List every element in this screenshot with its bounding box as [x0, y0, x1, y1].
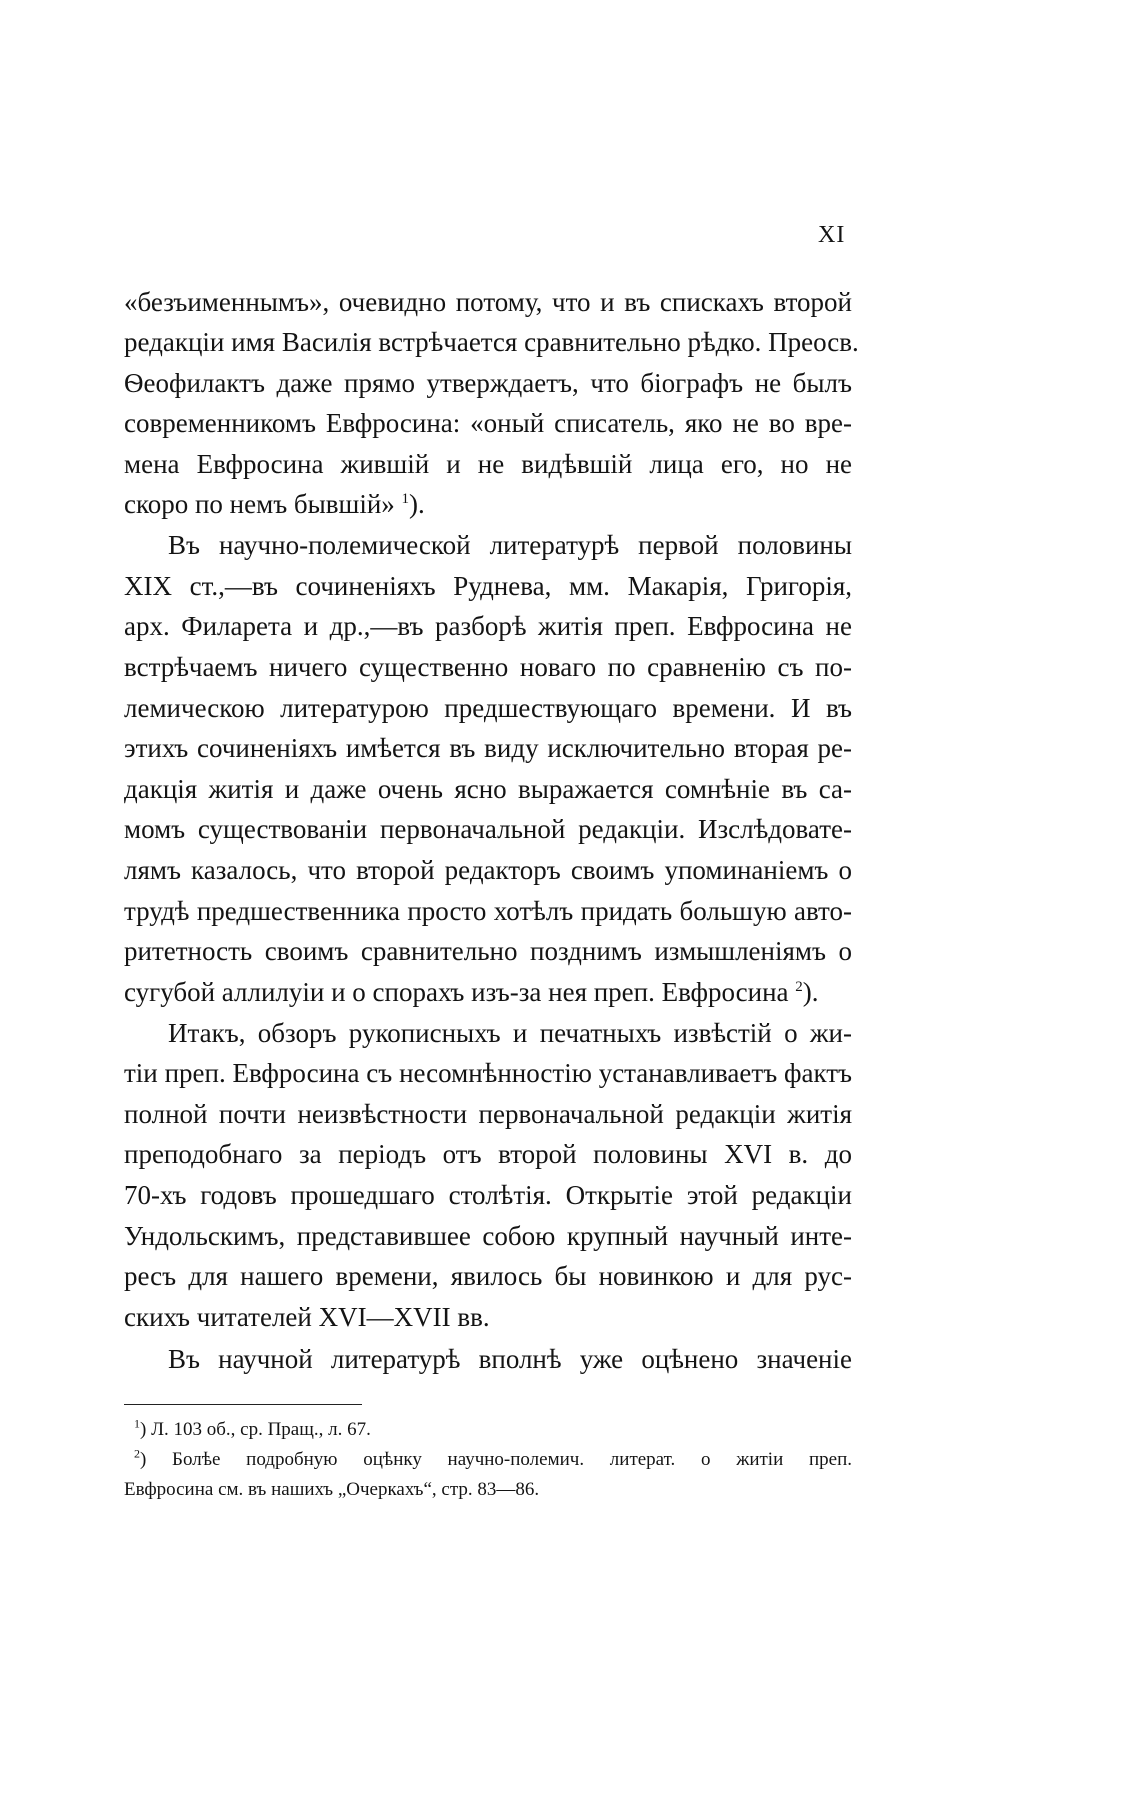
- text-line-24: Ундольскимъ, представившее собою крупный научный инте-: [124, 1221, 852, 1251]
- text-line-8: XIX ст.,—въ сочиненіяхъ Руднева, мм. Макарія, Григорія,: [124, 571, 852, 601]
- text-line-21: полной почти неизвѣстности первоначальной редакціи житія: [124, 1099, 852, 1129]
- footnote-ref-2: 2: [795, 979, 803, 995]
- footnote-ref-2-close: ).: [802, 977, 819, 1007]
- page-number: XI: [818, 222, 846, 248]
- footnote-2-marker: 2: [134, 1446, 140, 1461]
- text-line-10: встрѣчаемъ ничего существенно новаго по сравненію съ по-: [124, 652, 852, 682]
- text-line-12: этихъ сочиненіяхъ имѣется въ виду исключительно вторая ре-: [124, 733, 852, 763]
- text-line-1: «безъименнымъ», очевидно потому, что и въ спискахъ второй: [124, 287, 852, 317]
- footnote-1-marker: 1: [134, 1416, 140, 1431]
- text-line-7: Въ научно-полемической литературѣ первой половины: [168, 530, 852, 560]
- footnote-ref-1-close: ).: [409, 489, 425, 519]
- text-line-27: Въ научной литературѣ вполнѣ уже оцѣнено значеніе: [168, 1344, 852, 1374]
- text-line-15: лямъ казалось, что второй редакторъ своимъ упоминаніемъ о: [124, 855, 852, 885]
- text-line-18: [124, 972, 852, 1012]
- text-line-22: преподобнаго за періодъ отъ второй половины XVI в. до: [124, 1139, 852, 1169]
- text-line-19: Итакъ, обзоръ рукописныхъ и печатныхъ извѣстій о жи-: [168, 1018, 852, 1048]
- text-line-3: Ѳеофилактъ даже прямо утверждаетъ, что біографъ не былъ: [124, 368, 852, 398]
- footnote-ref-1: 1: [401, 491, 410, 507]
- text-line-9: арх. Филарета и др.,—въ разборѣ житія преп. Евфросина не: [124, 611, 852, 641]
- footnote-2-line-1: [134, 1445, 852, 1475]
- text-line-4: современникомъ Евфросина: «оный списатель, яко не во вре-: [124, 408, 852, 438]
- text-line-17: ритетность своимъ сравнительно позднимъ измышленіямъ о: [124, 936, 852, 966]
- footnote-1-text: ) Л. 103 об., ср. Пращ., л. 67.: [140, 1419, 371, 1440]
- text-line-6: [124, 484, 852, 524]
- text-line-11: лемическою литературою предшествующаго времени. И въ: [124, 693, 852, 723]
- text-line-5: мена Евфросина жившій и не видѣвшій лица его, но не: [124, 449, 852, 479]
- text-line-26: скихъ читателей XVI—XVII вв.: [124, 1302, 490, 1332]
- text-line-13: дакція житія и даже очень ясно выражается сомнѣніе въ са-: [124, 774, 852, 804]
- text-line-20: тіи преп. Евфросина съ несомнѣнностію устанавливаетъ фактъ: [124, 1058, 852, 1088]
- text-line-16: трудѣ предшественника просто хотѣлъ придать большую авто-: [124, 896, 852, 926]
- text-line-14: момъ существованіи первоначальной редакціи. Изслѣдовате-: [124, 814, 852, 844]
- text-line-2: редакціи имя Василія встрѣчается сравнительно рѣдко. Преосв.: [124, 327, 859, 357]
- footnote-2-text: ) Болѣе подробную оцѣнку научно-полемич. литерат. о житіи преп.: [140, 1449, 852, 1470]
- text-line-18-body: сугубой аллилуіи и о спорахъ изъ-за нея преп. Евфросина: [124, 977, 789, 1007]
- footnote-1: [134, 1415, 852, 1445]
- text-line-6-body: скоро по немъ бывшій»: [124, 489, 395, 519]
- footnote-2-line-2: Евфросина см. въ нашихъ „Очеркахъ“, стр. 83—86.: [124, 1479, 540, 1500]
- text-line-23: 70-хъ годовъ прошедшаго столѣтія. Открытіе этой редакціи: [124, 1180, 852, 1210]
- text-line-25: ресъ для нашего времени, явилось бы новинкою и для рус-: [124, 1261, 852, 1291]
- footnote-separator: [124, 1404, 362, 1405]
